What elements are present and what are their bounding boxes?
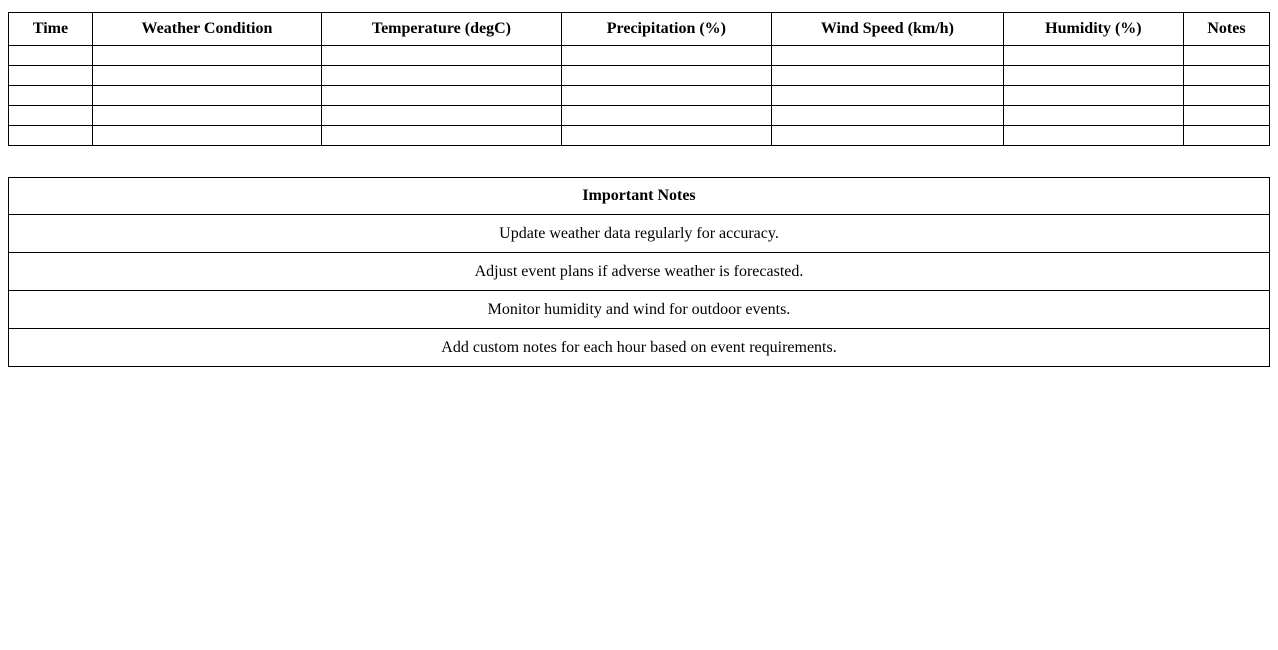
empty-cell xyxy=(771,46,1003,66)
empty-cell xyxy=(321,66,561,86)
column-header-humidity: Humidity (%) xyxy=(1003,13,1183,46)
empty-cell xyxy=(561,106,771,126)
note-item: Update weather data regularly for accuracy. xyxy=(9,215,1270,253)
empty-cell xyxy=(1003,86,1183,106)
weather-forecast-table xyxy=(8,12,1270,146)
empty-cell xyxy=(561,66,771,86)
empty-cell xyxy=(92,66,321,86)
column-header-time: Time xyxy=(9,13,93,46)
empty-cell xyxy=(1183,66,1269,86)
notes-table-title: Important Notes xyxy=(9,178,1270,215)
note-row xyxy=(9,329,1270,367)
empty-cell xyxy=(1003,126,1183,146)
note-item: Adjust event plans if adverse weather is forecasted. xyxy=(9,253,1270,291)
column-header-precipitation: Precipitation (%) xyxy=(561,13,771,46)
note-item: Add custom notes for each hour based on event requirements. xyxy=(9,329,1270,367)
weather-data-row xyxy=(9,86,1270,106)
note-item: Monitor humidity and wind for outdoor events. xyxy=(9,291,1270,329)
empty-cell xyxy=(1183,126,1269,146)
important-notes-table xyxy=(8,177,1270,367)
empty-cell xyxy=(1183,46,1269,66)
empty-cell xyxy=(92,106,321,126)
empty-cell xyxy=(561,46,771,66)
column-header-temperature: Temperature (degC) xyxy=(321,13,561,46)
empty-cell xyxy=(321,46,561,66)
empty-cell xyxy=(321,126,561,146)
note-row xyxy=(9,215,1270,253)
empty-cell xyxy=(1003,106,1183,126)
column-header-wind-speed: Wind Speed (km/h) xyxy=(771,13,1003,46)
empty-cell xyxy=(561,126,771,146)
empty-cell xyxy=(92,46,321,66)
note-row xyxy=(9,291,1270,329)
weather-table-header-row xyxy=(9,13,1270,46)
empty-cell xyxy=(9,66,93,86)
weather-data-row xyxy=(9,106,1270,126)
weather-data-row xyxy=(9,126,1270,146)
notes-table-header-row xyxy=(9,178,1270,215)
column-header-condition: Weather Condition xyxy=(92,13,321,46)
column-header-notes: Notes xyxy=(1183,13,1269,46)
note-row xyxy=(9,253,1270,291)
empty-cell xyxy=(771,126,1003,146)
empty-cell xyxy=(321,86,561,106)
weather-data-row xyxy=(9,66,1270,86)
empty-cell xyxy=(561,86,771,106)
empty-cell xyxy=(92,126,321,146)
weather-data-row xyxy=(9,46,1270,66)
empty-cell xyxy=(1183,106,1269,126)
empty-cell xyxy=(1003,46,1183,66)
empty-cell xyxy=(9,46,93,66)
empty-cell xyxy=(771,106,1003,126)
empty-cell xyxy=(321,106,561,126)
empty-cell xyxy=(1183,86,1269,106)
empty-cell xyxy=(1003,66,1183,86)
empty-cell xyxy=(9,106,93,126)
empty-cell xyxy=(771,86,1003,106)
empty-cell xyxy=(771,66,1003,86)
empty-cell xyxy=(9,86,93,106)
empty-cell xyxy=(92,86,321,106)
empty-cell xyxy=(9,126,93,146)
